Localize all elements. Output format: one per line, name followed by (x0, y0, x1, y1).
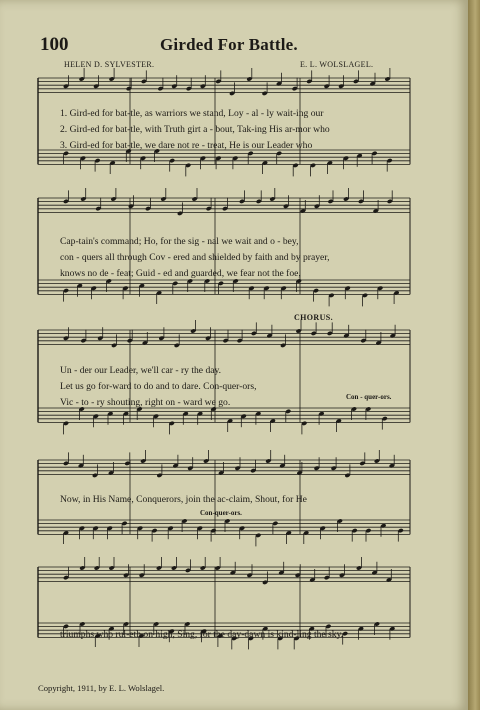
refrain-line-1: Now, in His Name, Conquerors, join the ac-claim, Shout, for He (60, 494, 307, 505)
verse-1-line-1: 1. Gird-ed for bat-tle, as warriors we stand, Loy - al - ly wait-ing our (60, 108, 324, 119)
verse-2-line-3: Let us go for-ward to do and to dare. Con-quer-ors, (60, 381, 257, 392)
verse-3-line-3: Vic - to - ry shouting, right on - ward we go. (60, 397, 231, 408)
verse-1-line-2: Cap-tain's command; Ho, for the sig - nal we wait and o - bey, (60, 236, 299, 247)
verse-3-line-2: knows no de - feat; Guid - ed and guarded, we fear not the foe, (60, 268, 301, 279)
copyright-notice: Copyright, 1911, by E. L. Wolslagel. (38, 683, 165, 693)
conquerors-cue-2: Con-quer-ors. (200, 509, 242, 517)
refrain-line-2: triumphs who rul-eth on high, Sing, for the day-dawn is kind-ling the sky. (60, 629, 344, 640)
lyricist-credit: HELEN D. SYLVESTER. (64, 60, 155, 69)
chorus-label: CHORUS. (294, 313, 334, 322)
verse-2-line-2: con - quers all through Cov - ered and shielded by faith and by prayer, (60, 252, 330, 263)
hymn-title: Girded For Battle. (160, 35, 298, 54)
verse-1-line-3: Un - der our Leader, we'll car - ry the day. (60, 365, 222, 376)
composer-credit: E. L. WOLSLAGEL. (300, 60, 374, 69)
verse-3-line-1: 3. Gird-ed for bat-tle, we dare not re - treat, He is our Leader who (60, 140, 313, 151)
verse-2-line-1: 2. Gird-ed for bat-tle, with Truth girt a - bout, Tak-ing His ar-mor who (60, 124, 330, 135)
book-spine (468, 0, 480, 710)
conquerors-cue-1: Con - quer-ors. (346, 393, 392, 401)
hymn-number: 100 (40, 34, 69, 55)
